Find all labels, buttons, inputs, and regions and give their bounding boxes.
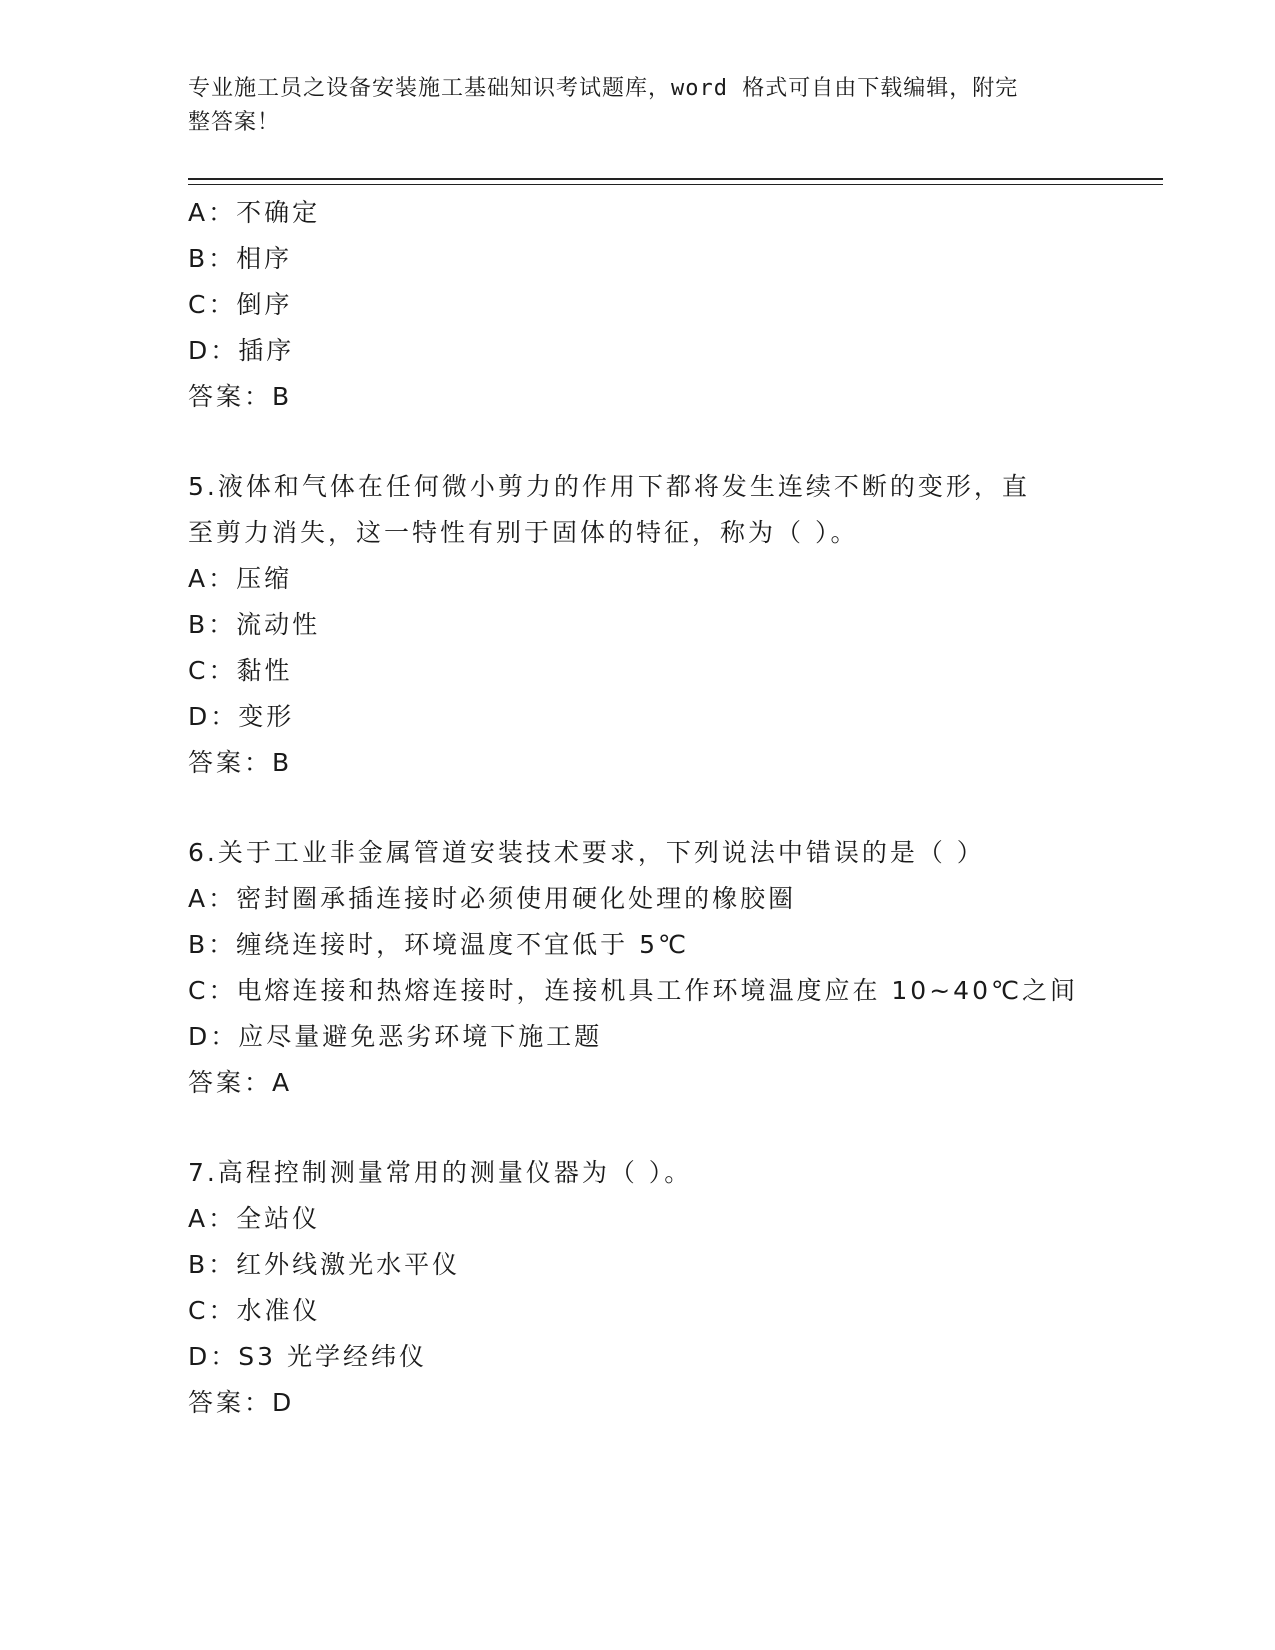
answer-line: 答案：B bbox=[188, 382, 293, 411]
option-c: C：电熔连接和热熔连接时，连接机具工作环境温度应在 10~40℃之间 bbox=[188, 976, 1079, 1005]
question-4-tail bbox=[188, 190, 1088, 420]
answer-line: 答案：A bbox=[188, 1068, 293, 1097]
option-b: B：红外线激光水平仪 bbox=[188, 1250, 461, 1279]
option-c: C：黏性 bbox=[188, 656, 293, 685]
option-d: D：插序 bbox=[188, 336, 295, 365]
option-b: B：相序 bbox=[188, 244, 293, 273]
question-stem-line-2: 至剪力消失，这一特性有别于固体的特征，称为（ ）。 bbox=[188, 518, 859, 547]
option-b: B：流动性 bbox=[188, 610, 321, 639]
answer-line: 答案：B bbox=[188, 748, 293, 777]
answer-line: 答案：D bbox=[188, 1388, 295, 1417]
header-line-1: 专业施工员之设备安装施工基础知识考试题库，word 格式可自由下载编辑，附完 bbox=[188, 76, 1019, 101]
option-a: A：不确定 bbox=[188, 198, 321, 227]
document-header bbox=[188, 72, 1068, 140]
option-d: D：应尽量避免恶劣环境下施工题 bbox=[188, 1022, 603, 1051]
header-line-2: 整答案！ bbox=[188, 110, 281, 135]
header-divider-thin bbox=[188, 184, 1163, 185]
option-d: D：S3 光学经纬仪 bbox=[188, 1342, 427, 1371]
question-7 bbox=[188, 1150, 1088, 1426]
option-a: A：密封圈承插连接时必须使用硬化处理的橡胶圈 bbox=[188, 884, 797, 913]
option-a: A：压缩 bbox=[188, 564, 293, 593]
question-list bbox=[188, 190, 1088, 1426]
option-c: C：倒序 bbox=[188, 290, 293, 319]
question-stem-line-1: 5.液体和气体在任何微小剪力的作用下都将发生连续不断的变形，直 bbox=[188, 472, 1030, 501]
question-5 bbox=[188, 464, 1088, 786]
header-divider-thick bbox=[188, 178, 1163, 180]
question-6 bbox=[188, 830, 1088, 1106]
option-d: D：变形 bbox=[188, 702, 295, 731]
question-stem-line-1: 7.高程控制测量常用的测量仪器为（ ）。 bbox=[188, 1158, 693, 1187]
option-b: B：缠绕连接时，环境温度不宜低于 5℃ bbox=[188, 930, 690, 959]
option-a: A：全站仪 bbox=[188, 1204, 321, 1233]
option-c: C：水准仪 bbox=[188, 1296, 321, 1325]
question-stem-line-1: 6.关于工业非金属管道安装技术要求，下列说法中错误的是（ ） bbox=[188, 838, 985, 867]
